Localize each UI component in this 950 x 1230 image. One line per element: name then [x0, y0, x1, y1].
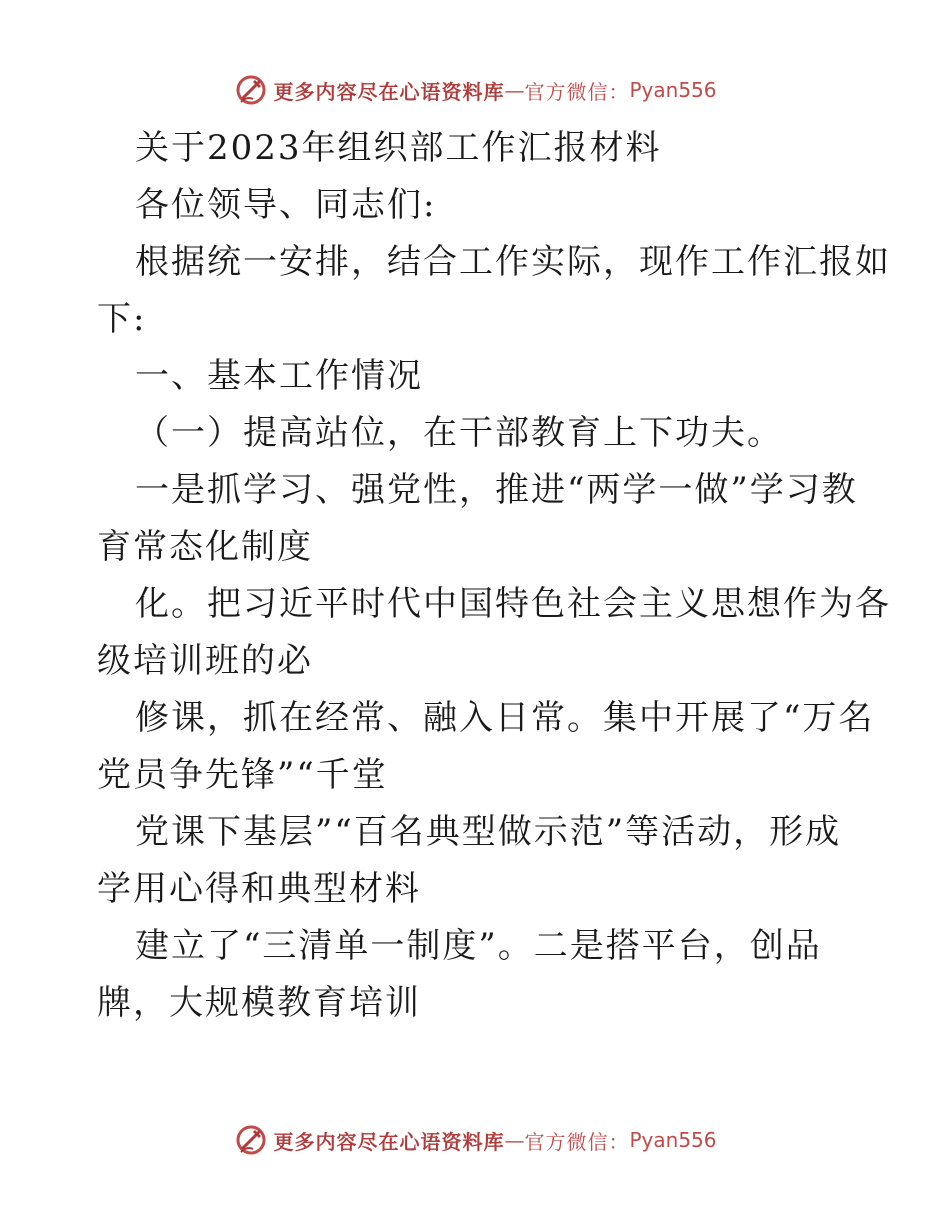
paragraph-line: 修课，抓在经常、融入日常。集中开展了“万名	[135, 698, 875, 738]
document-title: 关于2023年组织部工作汇报材料	[135, 128, 662, 168]
paragraph-line: 化。把习近平时代中国特色社会主义思想作为各	[135, 584, 891, 624]
footer-wechat-id: Pyan556	[629, 1128, 717, 1152]
header-brand-text: 更多内容尽在心语资料库	[273, 79, 505, 104]
footer-banner	[0, 1120, 950, 1160]
document-body	[97, 120, 891, 1032]
paragraph-line: 党员争先锋”“千堂	[97, 755, 388, 795]
paragraph-line: 下:	[97, 299, 147, 339]
paragraph-line: 一是抓学习、强党性，推进“两学一做”学习教	[135, 470, 858, 510]
pen-logo-icon	[233, 1122, 269, 1158]
paragraph-line: 育常态化制度	[97, 527, 313, 567]
salutation: 各位领导、同志们:	[135, 185, 437, 225]
header-wechat-label: 官方微信：	[524, 79, 630, 104]
paragraph-line: 根据统一安排，结合工作实际，现作工作汇报如	[135, 242, 891, 282]
header-dash: —	[504, 78, 525, 102]
footer-dash: —	[504, 1128, 525, 1152]
header-wechat-id: Pyan556	[629, 78, 717, 102]
paragraph-line: 牌，大规模教育培训	[97, 983, 421, 1023]
header-banner	[0, 70, 950, 110]
subsection-heading: （一）提高站位，在干部教育上下功夫。	[135, 413, 783, 453]
paragraph-line: 建立了“三清单一制度”。二是搭平台，创品	[135, 926, 822, 966]
pen-logo-icon	[233, 72, 269, 108]
footer-brand-text: 更多内容尽在心语资料库	[273, 1129, 505, 1154]
paragraph-line: 党课下基层”“百名典型做示范”等活动，形成	[135, 812, 842, 852]
paragraph-line: 级培训班的必	[97, 641, 313, 681]
section-heading: 一、基本工作情况	[135, 356, 423, 396]
footer-wechat-label: 官方微信：	[524, 1129, 630, 1154]
paragraph-line: 学用心得和典型材料	[97, 869, 421, 909]
